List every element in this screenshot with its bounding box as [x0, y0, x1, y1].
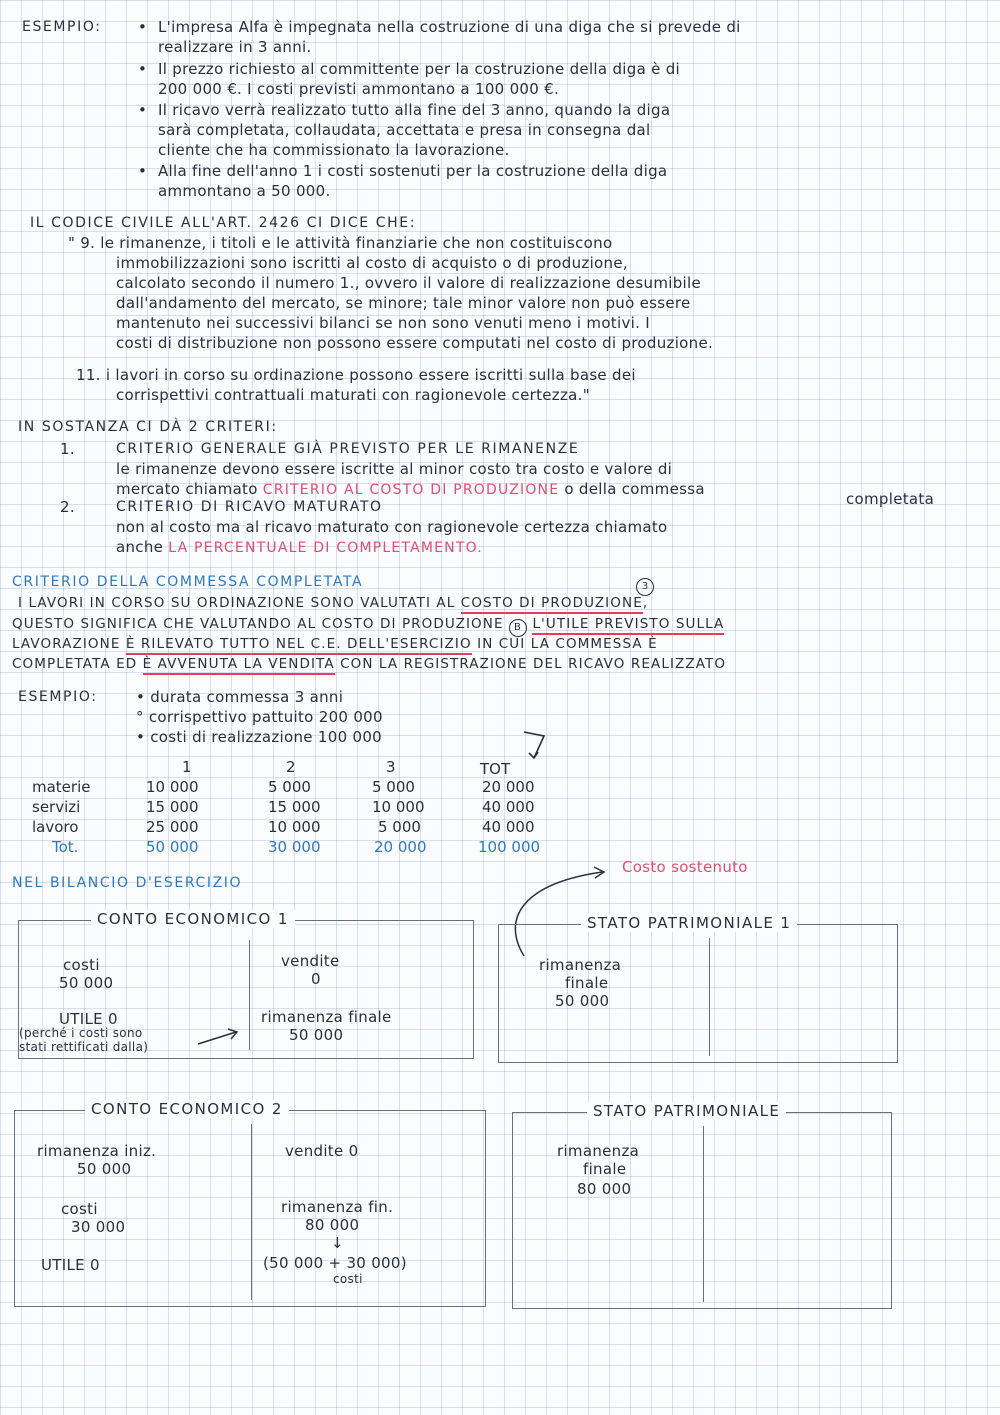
commessa-line: LAVORAZIONE È RILEVATO TUTTO NEL C.E. DELL'ESERCIZIO IN CUI LA COMMESSA È	[12, 635, 658, 653]
table-header: 2	[286, 758, 296, 776]
calc-note: costi	[333, 1272, 363, 1286]
conto-economico-2-box	[14, 1100, 486, 1307]
table-row-label: Tot.	[52, 838, 79, 856]
rimanenza-value: 80 000	[577, 1180, 632, 1198]
rimanenza-label: rimanenza	[557, 1142, 640, 1160]
criterio-title: CRITERIO GENERALE GIÀ PREVISTO PER LE RIMANENZE	[116, 441, 580, 457]
criterio-annotation: completata	[846, 490, 935, 508]
conto-economico-1-box	[18, 910, 474, 1059]
arrow-icon	[518, 728, 550, 762]
criterio-number: 1.	[60, 440, 75, 458]
costi-value: 50 000	[59, 974, 114, 992]
example-bullet: • costi di realizzazione 100 000	[136, 728, 383, 746]
vendite-value: 0	[311, 970, 321, 988]
vendite-label: vendite	[281, 952, 340, 970]
utile-label: UTILE 0	[41, 1256, 100, 1274]
criterio-number: 2.	[60, 498, 75, 516]
table-cell: 15 000	[268, 798, 321, 816]
example-line: Il ricavo verrà realizzato tutto alla fine del 3 anno, quando la diga	[158, 101, 671, 119]
table-cell: 20 000	[374, 838, 427, 856]
example-line: realizzare in 3 anni.	[158, 38, 312, 56]
table-cell: 5 000	[378, 818, 421, 836]
criterio-line: non al costo ma al ricavo maturato con ragionevole certezza chiamato	[116, 518, 668, 536]
box-title: STATO PATRIMONIALE	[587, 1102, 786, 1120]
table-cell: 50 000	[146, 838, 199, 856]
codice-line: 11. i lavori in corso su ordinazione possono essere iscritti sulla base dei	[76, 366, 636, 384]
table-cell: 5 000	[372, 778, 415, 796]
codice-line: dall'andamento del mercato, se minore; tale minor valore non può essere	[116, 294, 691, 312]
criterio-line: le rimanenze devono essere iscritte al minor costo tra costo e valore di	[116, 460, 673, 478]
example-label: ESEMPIO:	[22, 19, 102, 35]
bullet-marker: •	[138, 162, 148, 180]
calc-formula: (50 000 + 30 000)	[263, 1254, 407, 1272]
codice-line: calcolato secondo il numero 1., ovvero il valore di realizzazione desumibile	[116, 274, 701, 292]
costo-sostenuto-note: Costo sostenuto	[622, 858, 748, 876]
table-cell: 40 000	[482, 818, 535, 836]
table-cell: 10 000	[146, 778, 199, 796]
criterio-title: CRITERIO DI RICAVO MATURATO	[116, 499, 383, 515]
example-line: 200 000 €. I costi previsti ammontano a 100 000 €.	[158, 80, 560, 98]
codice-heading: IL CODICE CIVILE ALL'ART. 2426 CI DICE CHE:	[30, 215, 417, 231]
commessa-heading: CRITERIO DELLA COMMESSA COMPLETATA	[12, 574, 364, 590]
example-bullet: • durata commessa 3 anni	[136, 688, 344, 706]
codice-line: immobilizzazioni sono iscritti al costo di acquisto o di produzione,	[116, 254, 628, 272]
table-cell: 25 000	[146, 818, 199, 836]
table-cell: 10 000	[268, 818, 321, 836]
codice-line: costi di distribuzione non possono essere computati nel costo di produzione.	[116, 334, 714, 352]
box-title: CONTO ECONOMICO 2	[85, 1100, 289, 1118]
table-row-label: servizi	[32, 798, 81, 816]
stato-patrimoniale-2-box	[512, 1102, 892, 1309]
rimanenza-value: 50 000	[555, 992, 610, 1010]
codice-line: mantenuto nei successivi bilanci se non sono venuti meno i motivi. I	[116, 314, 650, 332]
rimanenza-value: 50 000	[289, 1026, 344, 1044]
table-header: 1	[182, 758, 192, 776]
table-cell: 40 000	[482, 798, 535, 816]
codice-line: " 9. le rimanenze, i titoli e le attività finanziarie che non costituiscono	[68, 234, 613, 252]
codice-line: corrispettivi contrattuali maturati con ragionevole certezza."	[116, 386, 590, 404]
table-cell: 15 000	[146, 798, 199, 816]
utile-label: UTILE 0	[59, 1010, 118, 1028]
table-cell: 5 000	[268, 778, 311, 796]
example-line: L'impresa Alfa è impegnata nella costruzione di una diga che si prevede di	[158, 18, 741, 36]
commessa-line: I LAVORI IN CORSO SU ORDINAZIONE SONO VALUTATI AL COSTO DI PRODUZIONE,	[18, 594, 648, 612]
bullet-marker: •	[138, 60, 148, 78]
circled-number: 3	[636, 578, 654, 596]
example-line: sarà completata, collaudata, accettata e presa in consegna dal	[158, 121, 651, 139]
criterio-red-term: CRITERIO AL COSTO DI PRODUZIONE	[262, 482, 560, 498]
table-cell: 100 000	[478, 838, 541, 856]
table-cell: 30 000	[268, 838, 321, 856]
utile-note: stati rettificati dalla)	[19, 1040, 149, 1054]
box-title: CONTO ECONOMICO 1	[91, 910, 295, 928]
example-line: Alla fine dell'anno 1 i costi sostenuti per la costruzione della diga	[158, 162, 668, 180]
vendite-label: vendite 0	[285, 1142, 359, 1160]
commessa-line: COMPLETATA ED È AVVENUTA LA VENDITA CON LA REGISTRAZIONE DEL RICAVO REALIZZATO	[12, 655, 726, 673]
rimanenza-label: rimanenza finale	[261, 1008, 392, 1026]
example-line: Il prezzo richiesto al committente per la costruzione della diga è di	[158, 60, 681, 78]
down-arrow-icon: ↓	[331, 1234, 344, 1252]
rimanenza-iniz-value: 50 000	[77, 1160, 132, 1178]
table-row-label: lavoro	[32, 818, 79, 836]
commessa-line: QUESTO SIGNIFICA CHE VALUTANDO AL COSTO DI PRODUZIONE B L'UTILE PREVISTO SULLA	[12, 615, 724, 635]
table-row-label: materie	[32, 778, 91, 796]
criterio-line: mercato chiamato CRITERIO AL COSTO DI PRODUZIONE o della commessa	[116, 480, 705, 498]
criterio-line: anche LA PERCENTUALE DI COMPLETAMENTO.	[116, 538, 483, 556]
bilancio-heading: NEL BILANCIO D'ESERCIZIO	[12, 875, 243, 891]
example-line: ammontano a 50 000.	[158, 182, 331, 200]
table-header: TOT	[480, 760, 511, 778]
box-title: STATO PATRIMONIALE 1	[581, 914, 797, 932]
rimanenza-label: finale	[583, 1160, 627, 1178]
example-bullet: ° corrispettivo pattuito 200 000	[136, 708, 383, 726]
example-label: ESEMPIO:	[18, 689, 98, 705]
bullet-marker: •	[138, 101, 148, 119]
table-header: 3	[386, 758, 396, 776]
arrow-icon	[196, 1026, 242, 1048]
rimanenza-fin-value: 80 000	[305, 1216, 360, 1234]
criterio-red-term: LA PERCENTUALE DI COMPLETAMENTO.	[168, 540, 483, 556]
rimanenza-label: rimanenza	[539, 956, 622, 974]
table-cell: 20 000	[482, 778, 535, 796]
rimanenza-label: finale	[565, 974, 609, 992]
costi-label: costi	[61, 1200, 98, 1218]
bullet-marker: •	[138, 18, 148, 36]
costi-value: 30 000	[71, 1218, 126, 1236]
rimanenza-iniz-label: rimanenza iniz.	[37, 1142, 157, 1160]
example-line: cliente che ha commissionato la lavorazione.	[158, 141, 510, 159]
rimanenza-fin-label: rimanenza fin.	[281, 1198, 394, 1216]
stato-patrimoniale-1-box	[498, 914, 898, 1063]
costi-label: costi	[63, 956, 100, 974]
utile-note: (perché i costi sono	[19, 1026, 143, 1040]
table-cell: 10 000	[372, 798, 425, 816]
sostanza-heading: IN SOSTANZA CI DÀ 2 CRITERI:	[18, 419, 278, 435]
